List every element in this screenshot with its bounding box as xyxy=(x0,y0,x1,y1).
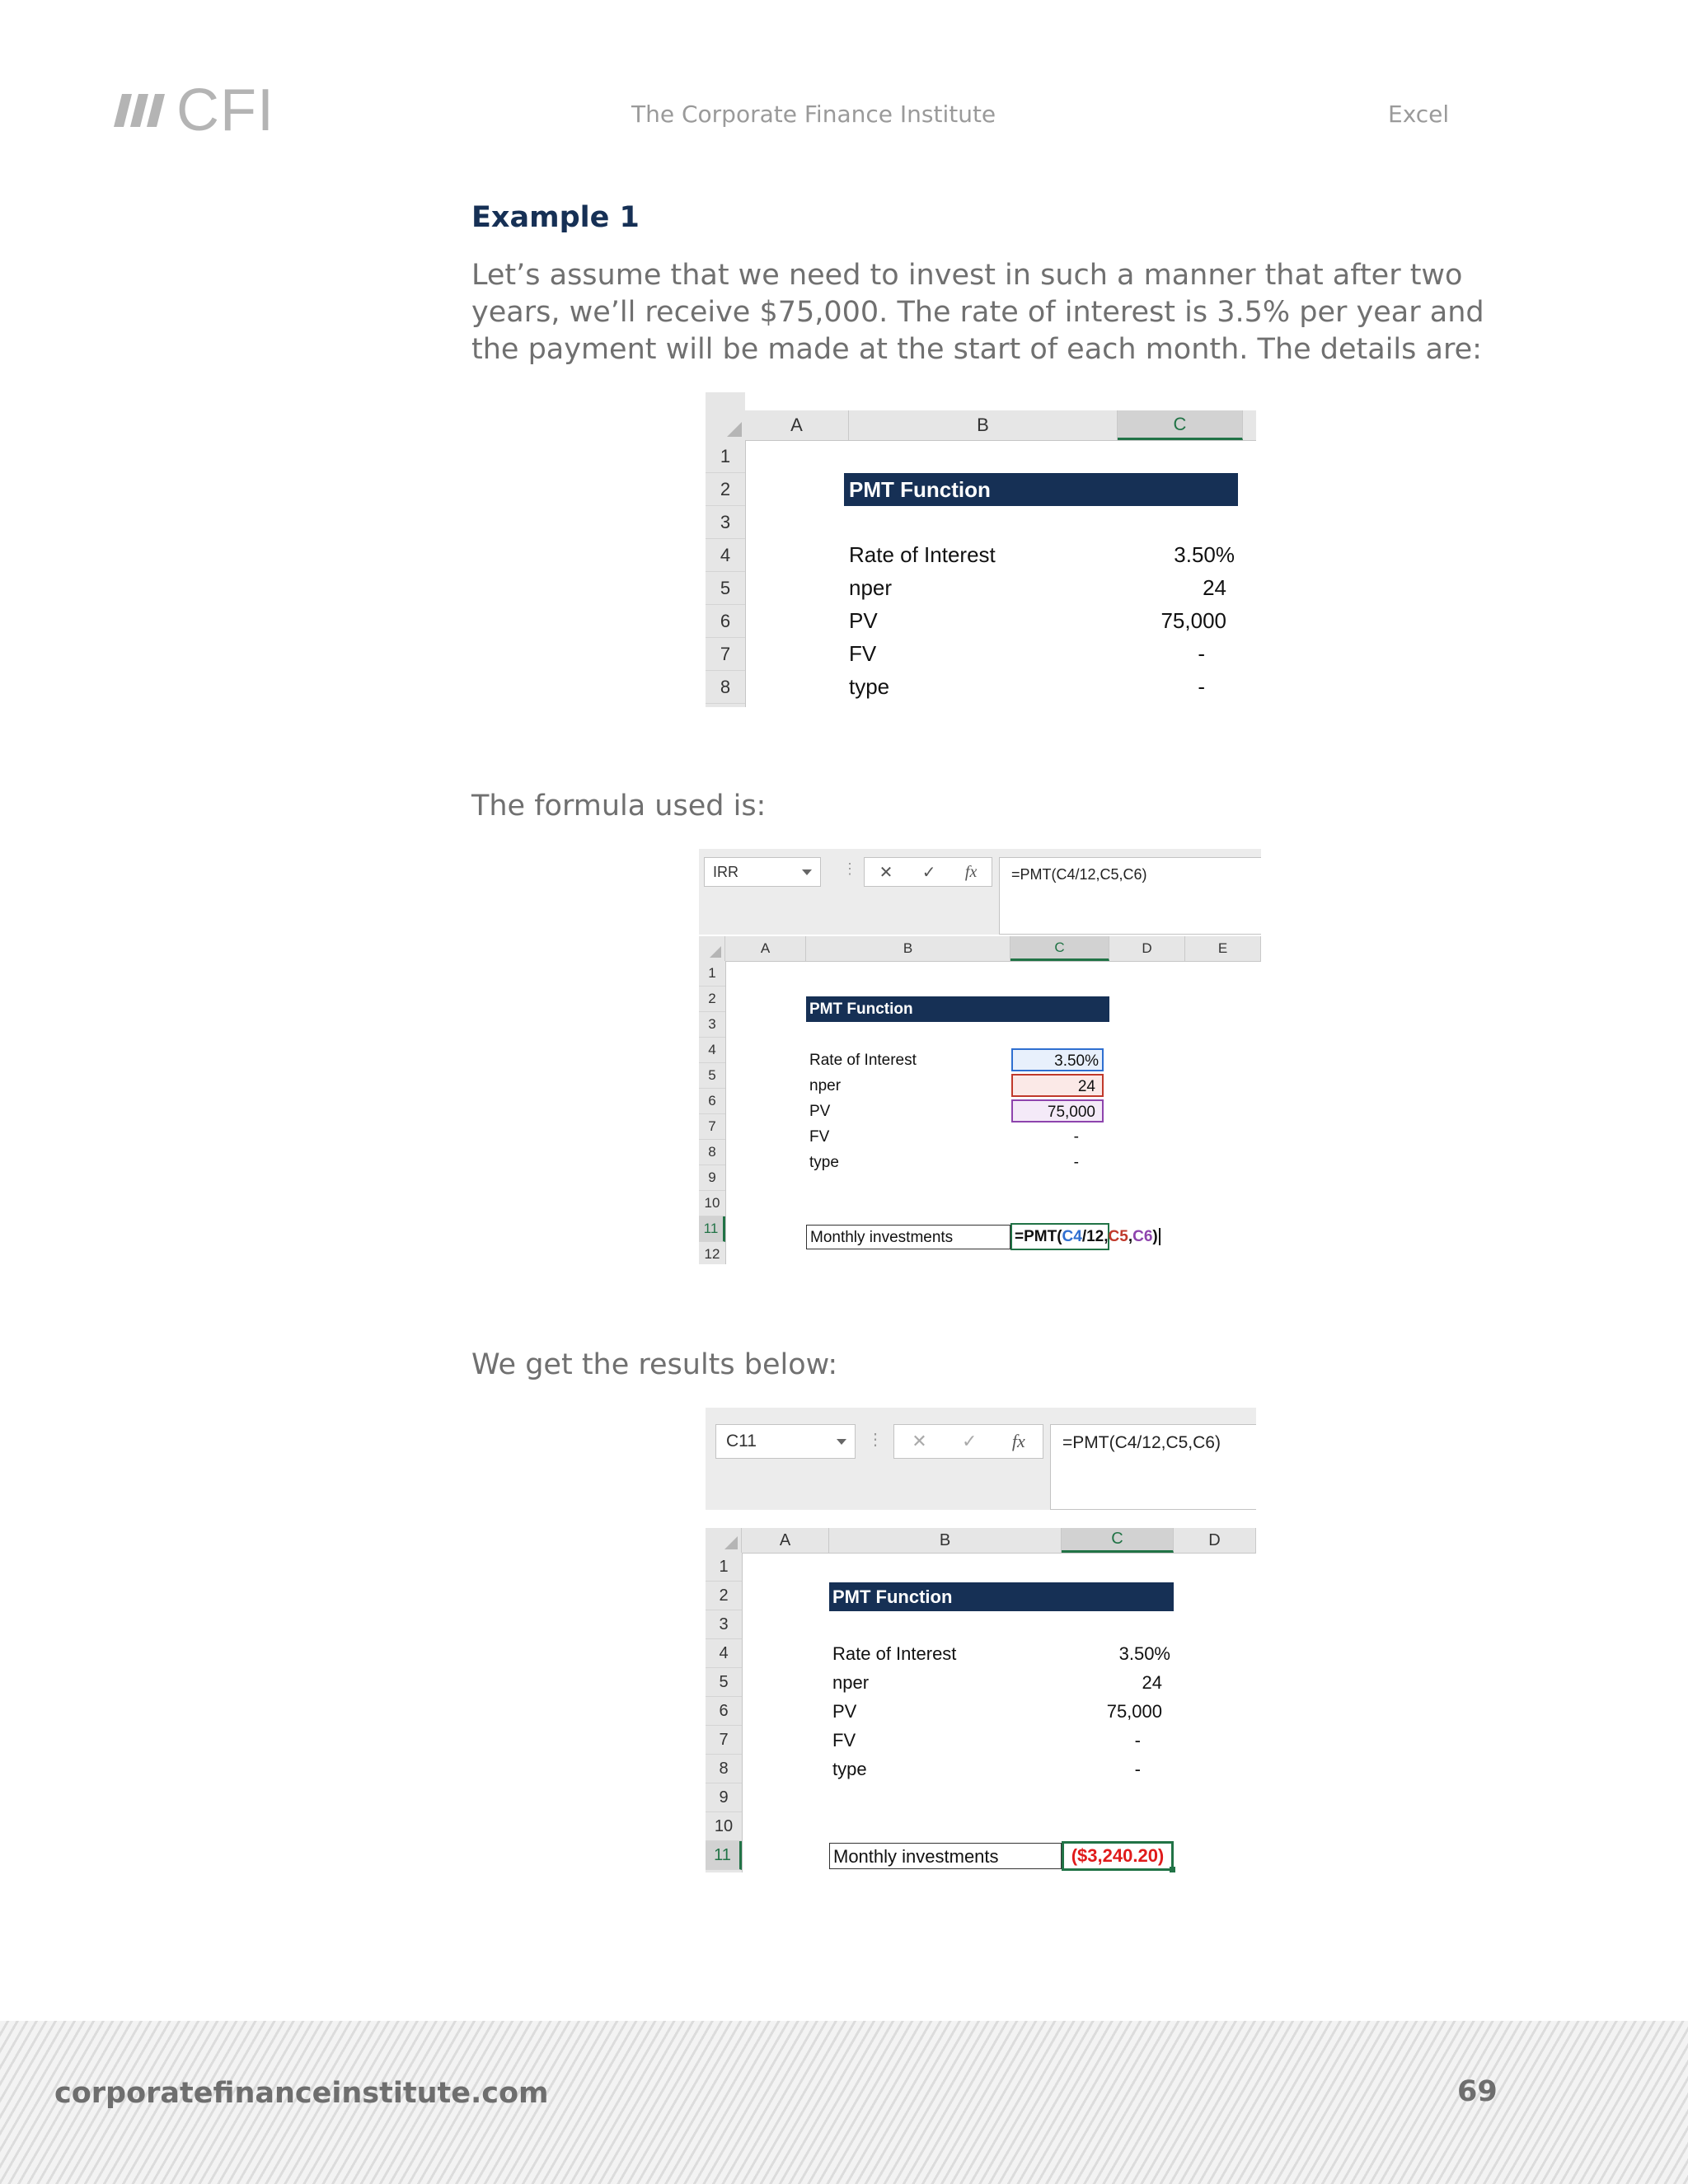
enter-check-icon[interactable]: ✓ xyxy=(962,1431,978,1451)
example-heading: Example 1 xyxy=(471,201,640,234)
column-header-e[interactable]: E xyxy=(1185,936,1261,961)
value-fv: - xyxy=(1134,1730,1141,1750)
label-pv: PV xyxy=(832,1701,857,1722)
row-header[interactable]: 7 xyxy=(699,1114,725,1140)
formula-caption: The formula used is: xyxy=(471,790,767,823)
row-header[interactable]: 3 xyxy=(706,506,745,539)
column-header-d[interactable]: D xyxy=(1109,936,1185,961)
formula-bar-area xyxy=(706,1408,1256,1510)
logo-text: CFI xyxy=(176,77,274,143)
column-header-a[interactable]: A xyxy=(742,1528,829,1553)
label-type: type xyxy=(832,1759,867,1779)
column-header-c[interactable]: C xyxy=(1118,410,1243,440)
row-header[interactable]: 10 xyxy=(706,1812,742,1841)
name-box[interactable] xyxy=(715,1424,856,1459)
formula-buttons xyxy=(893,1424,1043,1459)
select-all-corner-cell[interactable] xyxy=(699,936,725,961)
column-header-b[interactable]: B xyxy=(849,410,1118,440)
column-header-c[interactable]: C xyxy=(1010,936,1109,961)
row-headers xyxy=(706,440,746,707)
column-header-c[interactable]: C xyxy=(1062,1528,1174,1553)
column-header-b[interactable]: B xyxy=(829,1528,1062,1553)
label-pv: PV xyxy=(849,608,878,633)
row-header[interactable]: 2 xyxy=(706,473,745,506)
label-type: type xyxy=(809,1154,839,1171)
row-header[interactable]: 1 xyxy=(699,961,725,987)
header-section: Excel xyxy=(1388,101,1450,128)
text-cursor xyxy=(1159,1228,1160,1245)
column-header-a[interactable]: A xyxy=(745,410,849,440)
spreadsheet-result xyxy=(706,1408,1256,1872)
row-header[interactable]: 2 xyxy=(706,1582,742,1610)
label-fv: FV xyxy=(849,641,877,666)
row-header[interactable]: 4 xyxy=(706,1639,742,1668)
label-rate-of-interest: Rate of Interest xyxy=(809,1052,917,1069)
value-type: - xyxy=(1134,1759,1141,1779)
cfi-logo xyxy=(114,77,274,143)
column-headers xyxy=(699,936,1261,962)
formula-input[interactable]: =PMT(C4/12,C5,C6) xyxy=(1050,1424,1256,1510)
label-rate-of-interest: Rate of Interest xyxy=(849,542,996,567)
row-header[interactable]: 8 xyxy=(706,1755,742,1783)
row-header[interactable]: 5 xyxy=(706,572,745,605)
header-title: The Corporate Finance Institute xyxy=(631,101,996,128)
column-header-b[interactable]: B xyxy=(806,936,1010,961)
select-all-corner-cell[interactable] xyxy=(706,1528,742,1553)
formula-bar-area xyxy=(699,849,1261,935)
sheet-title-bar: PMT Function xyxy=(829,1582,1174,1611)
value-nper: 24 xyxy=(1142,1672,1162,1693)
name-box-dropdown-icon[interactable] xyxy=(802,869,812,875)
row-header[interactable]: 8 xyxy=(706,671,745,704)
insert-function-icon[interactable]: fx xyxy=(1011,1431,1025,1451)
label-nper: nper xyxy=(849,575,893,600)
row-header[interactable]: 10 xyxy=(699,1191,725,1216)
row-header[interactable]: 2 xyxy=(699,987,725,1012)
value-rate: 3.50% xyxy=(1174,542,1235,567)
result-caption: We get the results below: xyxy=(471,1348,838,1381)
row-header[interactable]: 1 xyxy=(706,1553,742,1582)
value-pv: 75,000 xyxy=(1160,608,1226,633)
row-header[interactable]: 5 xyxy=(699,1063,725,1089)
row-header[interactable]: 4 xyxy=(706,539,745,572)
intro-paragraph: Let’s assume that we need to invest in such a manner that after two years, we’ll receive $75,000. The rate of interest is 3.5% per year and the payment will be made at the start of each month. The details are: xyxy=(471,259,1484,366)
name-box-dropdown-icon[interactable] xyxy=(837,1439,846,1445)
row-header[interactable]: 6 xyxy=(706,1697,742,1726)
label-nper: nper xyxy=(809,1077,842,1094)
spreadsheet-details xyxy=(706,392,1256,707)
label-type: type xyxy=(849,674,890,699)
row-header[interactable]: 4 xyxy=(699,1038,725,1063)
name-box-value: C11 xyxy=(726,1432,757,1451)
value-fv: - xyxy=(1073,1128,1079,1146)
value-fv: - xyxy=(1198,641,1205,666)
row-header[interactable]: 9 xyxy=(706,1783,742,1812)
column-headers xyxy=(745,410,1256,441)
value-rate-ref-c4: 3.50% xyxy=(1011,1048,1104,1071)
label-fv: FV xyxy=(832,1730,856,1750)
formula-buttons xyxy=(864,857,992,887)
row-header[interactable]: 11 xyxy=(699,1216,725,1242)
row-headers xyxy=(706,1553,743,1872)
label-nper: nper xyxy=(832,1672,870,1693)
row-header[interactable]: 3 xyxy=(699,1012,725,1038)
cancel-icon[interactable]: ✕ xyxy=(879,863,893,882)
row-header[interactable]: 7 xyxy=(706,638,745,671)
column-header-a[interactable]: A xyxy=(725,936,806,961)
formula-token: ) xyxy=(1152,1228,1158,1245)
enter-check-icon[interactable]: ✓ xyxy=(921,863,936,882)
row-header[interactable]: 8 xyxy=(699,1140,725,1165)
formula-token: /12, xyxy=(1081,1228,1109,1245)
label-fv: FV xyxy=(809,1128,830,1146)
value-nper: 24 xyxy=(1203,575,1226,600)
label-monthly-investments: Monthly investments xyxy=(806,1225,1010,1249)
monthly-investment-result: ($3,240.20) xyxy=(1071,1845,1165,1866)
cfi-slash-mark-icon xyxy=(114,87,171,134)
page-number: 69 xyxy=(1457,2075,1498,2108)
label-pv: PV xyxy=(809,1103,831,1120)
value-nper-ref-c5: 24 xyxy=(1011,1074,1104,1097)
more-options-icon[interactable]: ⋮ xyxy=(842,860,857,877)
cancel-icon[interactable]: ✕ xyxy=(912,1431,927,1451)
label-monthly-investments: Monthly investments xyxy=(829,1843,1062,1869)
row-header[interactable]: 6 xyxy=(699,1089,725,1114)
row-header[interactable]: 6 xyxy=(706,605,745,638)
value-rate: 3.50% xyxy=(1118,1643,1170,1664)
column-headers xyxy=(706,1528,1256,1554)
row-header[interactable]: 11 xyxy=(706,1841,742,1870)
value-type: - xyxy=(1073,1154,1079,1171)
formula-token: =PMT( xyxy=(1015,1228,1062,1245)
sheet-title-bar: PMT Function xyxy=(806,996,1109,1022)
sheet-title-bar: PMT Function xyxy=(844,473,1238,506)
row-header[interactable]: 7 xyxy=(706,1726,742,1755)
name-box[interactable] xyxy=(704,857,821,887)
value-pv: 75,000 xyxy=(1106,1701,1162,1722)
result-cell-c11[interactable] xyxy=(1062,1841,1174,1871)
formula-edit-cell[interactable] xyxy=(1010,1223,1158,1250)
formula-ref-c5: C5 xyxy=(1108,1228,1128,1245)
formula-ref-c6: C6 xyxy=(1132,1228,1153,1245)
formula-input[interactable]: =PMT(C4/12,C5,C6) xyxy=(999,857,1261,935)
footer-url[interactable]: corporatefinanceinstitute.com xyxy=(54,2077,549,2110)
fill-handle[interactable] xyxy=(1170,1867,1175,1872)
formula-token: , xyxy=(1128,1228,1133,1245)
row-header[interactable]: 3 xyxy=(706,1610,742,1639)
more-options-icon[interactable]: ⋮ xyxy=(867,1431,884,1449)
spreadsheet-formula xyxy=(699,849,1261,1264)
name-box-value: IRR xyxy=(713,863,738,880)
insert-function-icon[interactable]: fx xyxy=(964,862,978,881)
column-header-d[interactable]: D xyxy=(1174,1528,1256,1553)
value-pv-ref-c6: 75,000 xyxy=(1011,1099,1104,1122)
row-header[interactable]: 9 xyxy=(699,1165,725,1191)
label-rate-of-interest: Rate of Interest xyxy=(832,1643,957,1664)
select-all-corner[interactable] xyxy=(706,392,745,440)
value-type: - xyxy=(1198,674,1205,699)
row-header[interactable]: 5 xyxy=(706,1668,742,1697)
row-header[interactable]: 1 xyxy=(706,440,745,473)
formula-ref-c4: C4 xyxy=(1062,1228,1082,1245)
row-headers xyxy=(699,961,726,1264)
row-header[interactable]: 12 xyxy=(699,1242,725,1264)
